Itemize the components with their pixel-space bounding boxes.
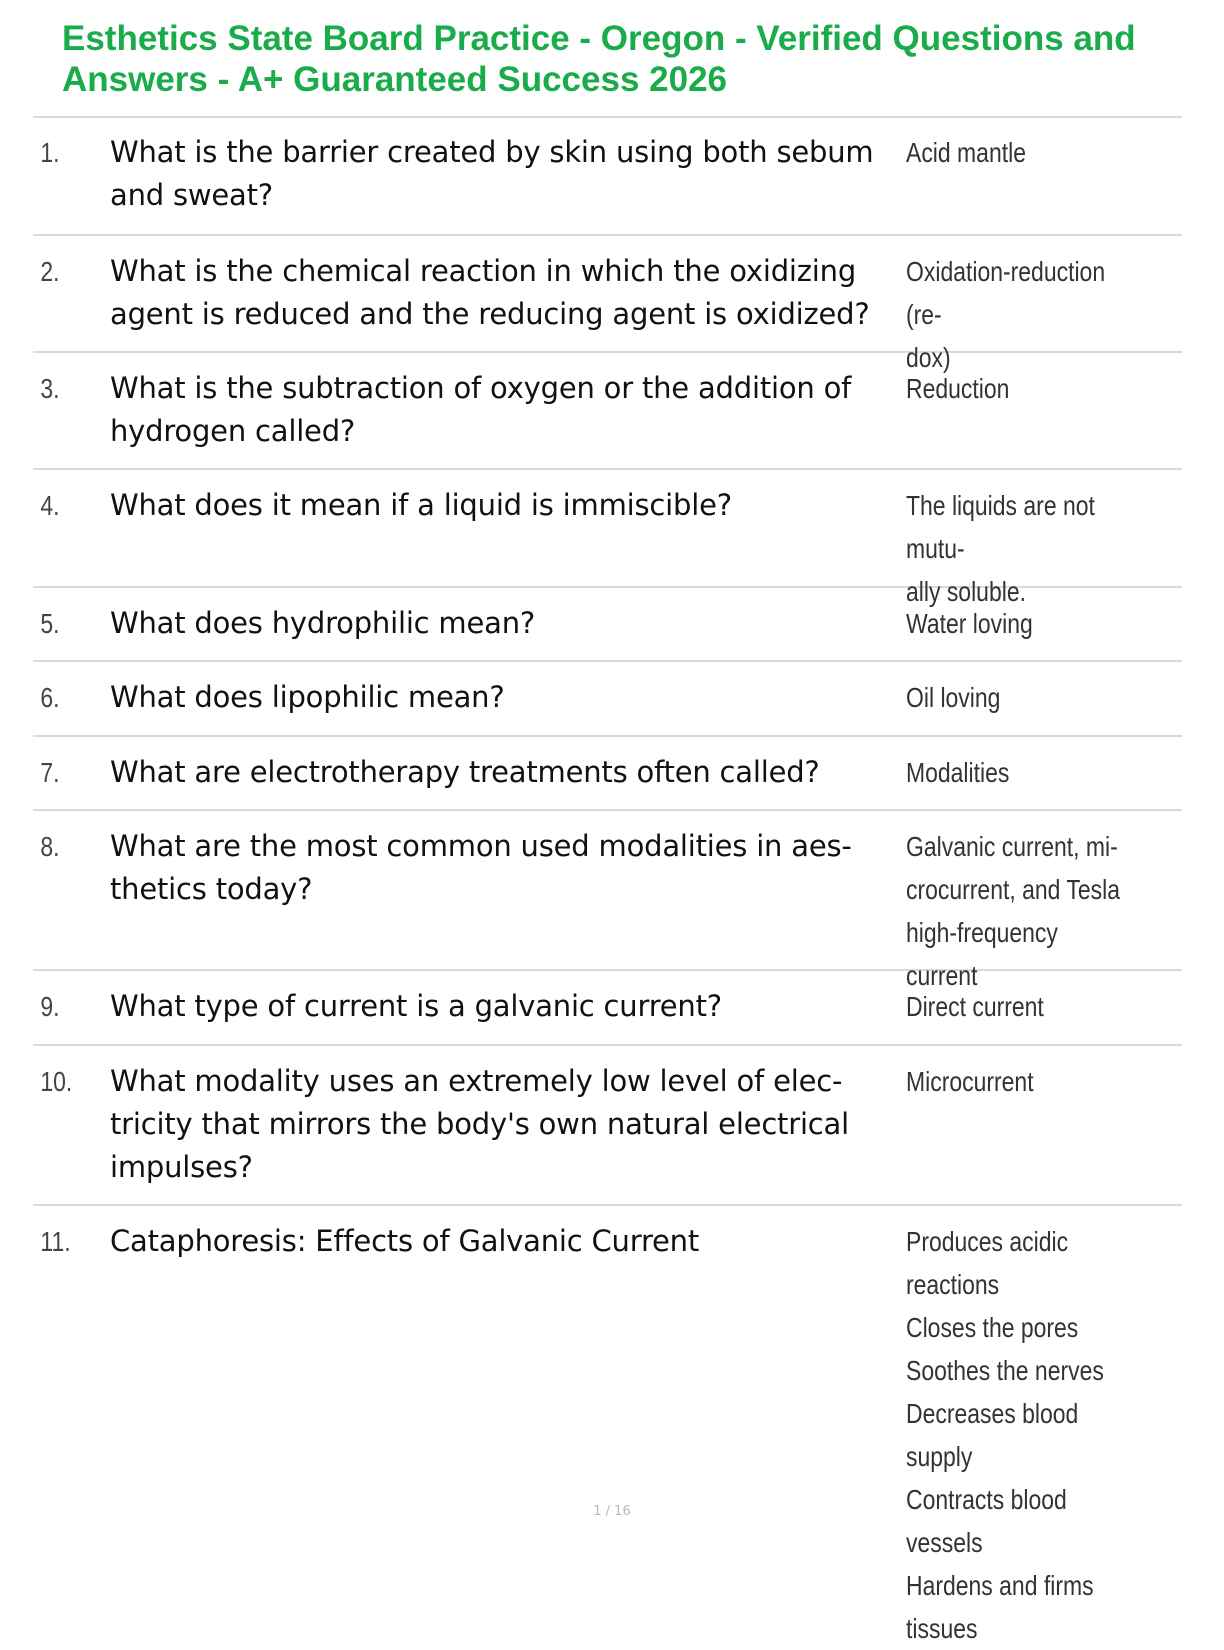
question-number: 7. xyxy=(40,757,60,788)
question-number: 2. xyxy=(40,256,60,287)
question-number: 4. xyxy=(40,490,60,521)
answer-text: Modalities xyxy=(906,757,1010,788)
qa-row xyxy=(33,353,1182,470)
question-text: What is the barrier created by skin using both sebum and sweat? xyxy=(110,135,874,212)
question-text: What are the most common used modalities in aes-thetics today? xyxy=(110,829,852,906)
question-number: 10. xyxy=(40,1066,73,1097)
answer-text: Water loving xyxy=(906,608,1033,639)
question-number: 8. xyxy=(40,831,60,862)
qa-row xyxy=(33,662,1182,737)
question-text: What modality uses an extremely low level of elec-tricity that mirrors the body's own natural electrical impulses? xyxy=(110,1064,849,1184)
answer-text: Oil loving xyxy=(906,682,1001,713)
question-text: What is the chemical reaction in which the oxidizing agent is reduced and the reducing agent is oxidized? xyxy=(110,254,870,331)
question-text: What is the subtraction of oxygen or the addition of hydrogen called? xyxy=(110,371,852,448)
question-number: 3. xyxy=(40,373,60,404)
answer-text: Microcurrent xyxy=(906,1066,1034,1097)
question-number: 11. xyxy=(40,1226,71,1257)
question-number: 6. xyxy=(40,682,60,713)
qa-row xyxy=(33,118,1182,236)
page-number: 1 / 16 xyxy=(593,1504,631,1519)
answer-text: The liquids are not mutu- ally soluble. xyxy=(906,490,1095,607)
answer-text: Direct current xyxy=(906,991,1044,1022)
question-text: What type of current is a galvanic current? xyxy=(110,989,722,1023)
qa-row xyxy=(33,470,1182,607)
question-number: 5. xyxy=(40,608,60,639)
qa-row xyxy=(33,236,1182,373)
question-text: What does lipophilic mean? xyxy=(110,680,505,714)
qa-row xyxy=(33,811,1182,991)
answer-text: Reduction xyxy=(906,373,1010,404)
question-text: What does it mean if a liquid is immiscible? xyxy=(110,488,732,522)
document-title: Esthetics State Board Practice - Oregon - Verified Questions and Answers - A+ Guaranteed Success 2026 xyxy=(62,19,1136,99)
answer-text: Galvanic current, mi- crocurrent, and Tesla high-frequency current xyxy=(906,831,1120,991)
question-number: 9. xyxy=(40,991,60,1022)
answer-text: Oxidation-reduction (re- dox) xyxy=(906,256,1106,373)
qa-row xyxy=(33,1046,1182,1206)
question-text: What are electrotherapy treatments often called? xyxy=(110,755,820,789)
question-text: Cataphoresis: Effects of Galvanic Current xyxy=(110,1224,700,1258)
answer-text: Produces acidic reactions Closes the pores Soothes the nerves Decreases blood supply Contracts blood vessels Hardens and firms tissues xyxy=(906,1226,1104,1644)
question-text: What does hydrophilic mean? xyxy=(110,606,536,640)
qa-row xyxy=(33,737,1182,811)
question-number: 1. xyxy=(40,137,60,168)
answer-text: Acid mantle xyxy=(906,137,1026,168)
